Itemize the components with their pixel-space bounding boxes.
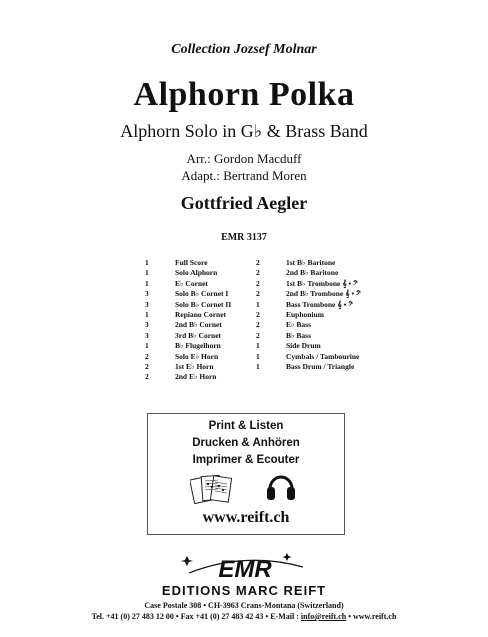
instrument-quantity: 3 [145, 299, 149, 309]
instrument-name: Solo B♭ Cornet I [175, 289, 229, 299]
instrument-row [256, 320, 361, 330]
instrument-quantity: 1 [256, 361, 260, 371]
instrument-quantity: 1 [256, 351, 260, 361]
emr-logo-text: EMR [218, 556, 272, 583]
headphones-icon [265, 469, 297, 503]
instrument-name: 1st B♭ Baritone [286, 258, 336, 267]
instrument-quantity: 1 [145, 341, 149, 351]
instrument-name: 2nd B♭ Cornet [175, 320, 222, 330]
instrument-row [256, 352, 361, 362]
composer: Gottfried Aegler [180, 193, 308, 213]
instrument-name: Euphonium [286, 309, 324, 319]
instrument-row [256, 362, 361, 372]
instrument-row [145, 372, 231, 382]
instrument-name: E♭ Cornet [175, 278, 208, 288]
instrument-row [256, 310, 361, 320]
instrument-quantity: 3 [145, 330, 149, 340]
instrument-quantity: 2 [256, 258, 260, 267]
instrument-quantity: 2 [145, 351, 149, 361]
sheet-music-icon [190, 472, 234, 504]
instrument-quantity: 3 [145, 289, 149, 299]
instrument-quantity: 2 [256, 309, 260, 319]
instrument-name: Solo B♭ Cornet II [175, 299, 232, 309]
instrument-row [145, 331, 231, 341]
instrument-name: 1st B♭ Trombone 𝄞 • 𝄢 [286, 278, 358, 288]
instrument-quantity: 2 [256, 268, 260, 278]
publisher-address: Case Postale 308 • CH-3963 Crans-Montana (Switzerland) [144, 601, 344, 610]
instrument-row [256, 331, 361, 341]
instrument-row [145, 300, 231, 310]
promo-line-print-listen: Print & Listen [208, 420, 284, 432]
instrument-name: Side Drum [286, 341, 321, 351]
publisher-contact [0, 612, 488, 621]
page-title: Alphorn Polka [133, 76, 355, 113]
instrument-quantity: 1 [145, 258, 149, 267]
instrument-quantity: 2 [256, 278, 260, 288]
instrument-name: Solo E♭ Horn [175, 351, 219, 361]
instrument-quantity: 1 [256, 299, 260, 309]
instrument-quantity: 2 [256, 320, 260, 330]
instrument-name: Full Score [175, 258, 208, 267]
emr-logo [175, 547, 315, 583]
website-link[interactable]: www.reift.ch [202, 509, 290, 526]
instrument-name: 2nd E♭ Horn [175, 372, 217, 382]
instrument-name: 2nd B♭ Trombone 𝄞 • 𝄢 [286, 289, 361, 299]
instrument-name: 2nd B♭ Baritone [286, 268, 339, 278]
instrument-list-right [256, 258, 361, 372]
instrument-row [145, 352, 231, 362]
print-listen-box[interactable] [147, 413, 345, 535]
instrument-row [145, 310, 231, 320]
instrument-row [256, 258, 361, 268]
instrument-row [256, 279, 361, 289]
catalog-number: EMR 3137 [221, 232, 267, 243]
instrument-name: Bass Drum / Triangle [286, 361, 355, 371]
instrument-row [256, 341, 361, 351]
instrument-row [256, 300, 361, 310]
instrument-row [145, 268, 231, 278]
instrument-name: Solo Alphorn [175, 268, 218, 278]
contact-phone-fax: Tel. +41 (0) 27 483 12 00 • Fax +41 (0) 27 483 42 43 • E-Mail : [91, 612, 301, 621]
instrument-quantity: 1 [145, 278, 149, 288]
collection-title: Collection Jozsef Molnar [171, 42, 317, 57]
instrument-name: B♭ Bass [286, 330, 312, 340]
instrument-quantity: 1 [256, 341, 260, 351]
instrument-row [145, 320, 231, 330]
instrument-name: Bass Trombone 𝄞 • 𝄢 [286, 299, 353, 309]
instrument-quantity: 2 [256, 330, 260, 340]
instrument-name: 3rd B♭ Cornet [175, 330, 222, 340]
instrument-name: B♭ Flugelhorn [175, 341, 221, 351]
promo-line-drucken: Drucken & Anhören [192, 437, 300, 449]
instrument-list-left [145, 258, 231, 383]
contact-website: • www.reift.ch [346, 612, 397, 621]
instrument-quantity: 2 [256, 289, 260, 299]
instrument-row [145, 362, 231, 372]
instrument-name: Cymbals / Tambourine [286, 351, 360, 361]
instrument-row [145, 289, 231, 299]
instrument-quantity: 1 [145, 268, 149, 278]
instrument-quantity: 2 [145, 372, 149, 382]
instrument-name: 1st E♭ Horn [175, 361, 214, 371]
instrument-name: Repiano Cornet [175, 309, 227, 319]
instrument-quantity: 2 [145, 361, 149, 371]
instrument-row [145, 341, 231, 351]
instrument-row [145, 258, 231, 268]
contact-email-link[interactable]: info@reift.ch [300, 612, 347, 621]
adapter: Adapt.: Bertrand Moren [181, 168, 307, 183]
publisher-name: EDITIONS MARC REIFT [161, 583, 327, 598]
instrument-row [145, 279, 231, 289]
instrument-row [256, 289, 361, 299]
arranger: Arr.: Gordon Macduff [186, 151, 302, 166]
instrument-quantity: 1 [145, 309, 149, 319]
instrument-name: E♭ Bass [286, 320, 312, 330]
subtitle: Alphorn Solo in G♭ & Brass Band [120, 121, 368, 141]
instrument-row [256, 268, 361, 278]
promo-line-imprimer: Imprimer & Ecouter [192, 454, 300, 466]
instrument-quantity: 3 [145, 320, 149, 330]
